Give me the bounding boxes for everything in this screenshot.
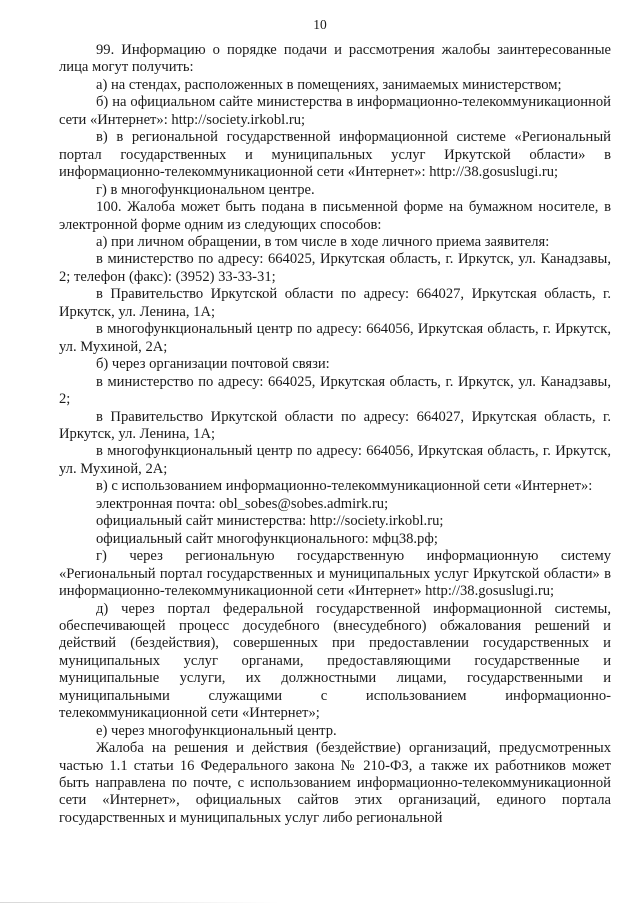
paragraph-99-g: г) в многофункциональном центре.: [96, 181, 315, 198]
document-body: [59, 42, 611, 827]
paragraph-100-a: а) при личном обращении, в том числе в ходе личного приема заявителя:: [96, 233, 550, 250]
contact-mfc-site: официальный сайт многофункционального: мфц38.рф;: [96, 530, 438, 547]
paragraph-100-v: в) с использованием информационно-телекоммуникационной сети «Интернет»:: [96, 478, 593, 495]
paragraph-99-a: а) на стендах, расположенных в помещениях, занимаемых министерством;: [96, 76, 562, 93]
scan-edge-line: [0, 902, 280, 903]
paragraph-100-b: б) через организации почтовой связи:: [96, 356, 330, 373]
paragraph-99-intro: 99. Информацию о порядке подачи и рассмотрения жалобы заинтересованные лица могут получить:: [59, 42, 611, 76]
address-mfc-post: в многофункциональный центр по адресу: 664056, Иркутская область, г. Иркутск, ул. Мухиной, 2А;: [59, 443, 611, 477]
paragraph-100-d: д) через портал федеральной государственной информационной системы, обеспечивающей процесс досудебного (внесудебного) обжалования решений и действий (бездействия), совершенных при предоставлении государственных и муниципальных услуг органами, предоставляющими государственные и муниципальные услуги, их должностными лицами, государственными и муниципальными служащими с использованием информационно-телекоммуникационной сети «Интернет»;: [59, 600, 611, 722]
paragraph-99-v: в) в региональной государственной информационной системе «Региональный портал государственных и муниципальных услуг Иркутской области» в информационно-телекоммуникационной сети «Интернет»: http://38.gosuslugi.ru;: [59, 129, 611, 181]
paragraph-100-g: г) через региональную государственную информационную систему «Региональный портал государственных и муниципальных услуг Иркутской области» в информационно-телекоммуникационной сети «Интернет» http://38.gosuslugi.ru;: [59, 548, 611, 600]
page-number: 10: [313, 17, 327, 32]
address-mfc-in-person: в многофункциональный центр по адресу: 664056, Иркутская область, г. Иркутск, ул. Мухиной, 2А;: [59, 321, 611, 355]
paragraph-100-intro: 100. Жалоба может быть подана в письменной форме на бумажном носителе, в электронной форме одним из следующих способов:: [59, 199, 611, 233]
address-government-in-person: в Правительство Иркутской области по адресу: 664027, Иркутская область, г. Иркутск, ул. Ленина, 1А;: [59, 286, 611, 320]
paragraph-99-b: б) на официальном сайте министерства в информационно-телекоммуникационной сети «Интернет»: http://society.irkobl.ru;: [59, 94, 611, 128]
contact-ministry-site: официальный сайт министерства: http://society.irkobl.ru;: [96, 513, 444, 530]
address-government-post: в Правительство Иркутской области по адресу: 664027, Иркутская область, г. Иркутск, ул. Ленина, 1А;: [59, 408, 611, 442]
paragraph-organizations-complaint: Жалоба на решения и действия (бездействие) организаций, предусмотренных частью 1.1 статьи 16 Федерального закона № 210-ФЗ, а также их работников может быть направлена по почте, с использованием информационно-телекоммуникационной сети «Интернет», официальных сайтов этих организаций, единого портала государственных и муниципальных услуг либо региональной: [59, 740, 611, 826]
address-ministry-in-person: в министерство по адресу: 664025, Иркутская область, г. Иркутск, ул. Канадзавы, 2; телефон (факс): (3952) 33-33-31;: [59, 251, 611, 285]
paragraph-100-e: е) через многофункциональный центр.: [96, 722, 337, 739]
contact-email: электронная почта: obl_sobes@sobes.admirk.ru;: [96, 495, 389, 512]
address-ministry-post: в министерство по адресу: 664025, Иркутская область, г. Иркутск, ул. Канадзавы, 2;: [59, 373, 611, 408]
